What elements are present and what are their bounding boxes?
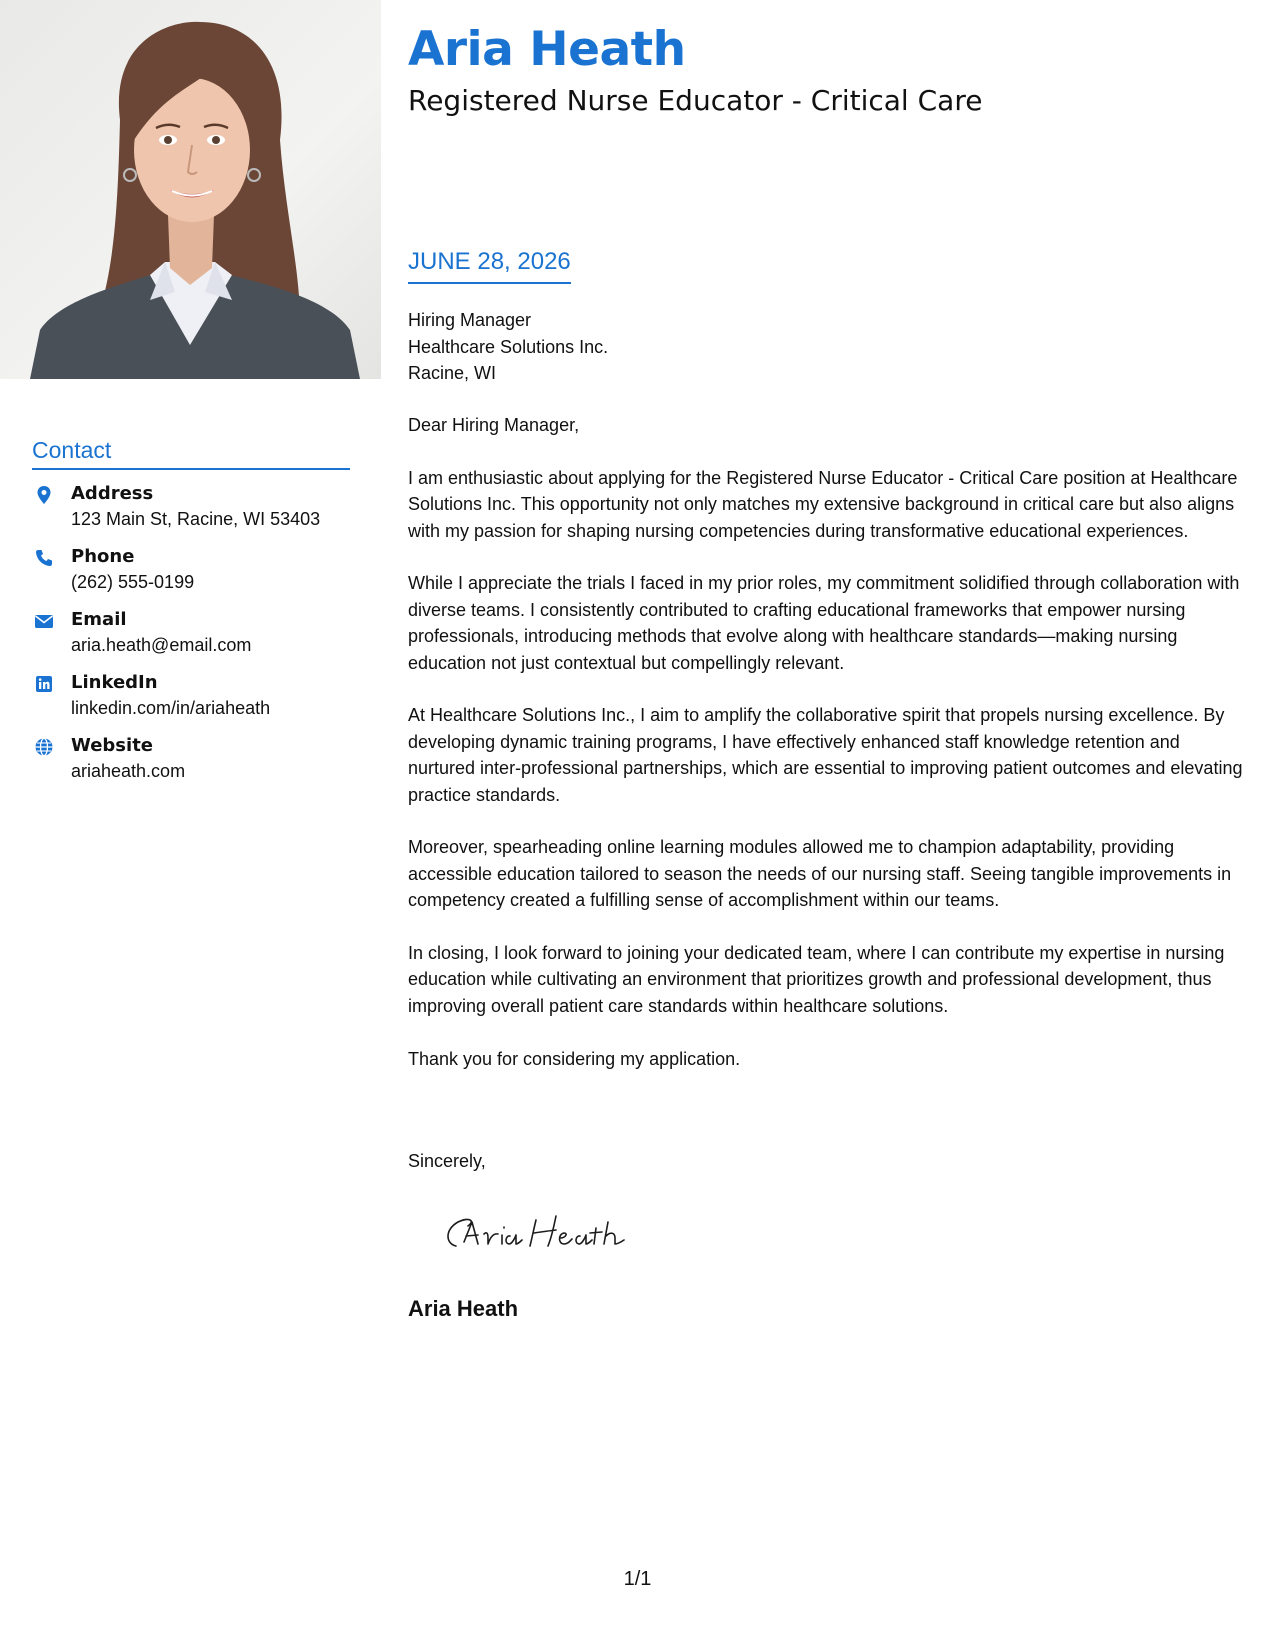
contact-value[interactable]: ariaheath.com bbox=[71, 761, 186, 781]
profile-photo bbox=[0, 0, 381, 379]
signer-name: Aria Heath bbox=[408, 1296, 519, 1321]
envelope-icon bbox=[34, 611, 54, 631]
contact-label: Address bbox=[71, 483, 154, 504]
contact-item-email bbox=[32, 608, 362, 671]
letter-paragraph: At Healthcare Solutions Inc., I aim to amplify the collaborative spirit that propels nursing excellence. By developing dynamic training programs, I have effectively enhanced staff knowledge retention and nurtured inter-professional partnerships, which are essential to improving patient outcomes and elevating practice standards. bbox=[408, 705, 1243, 805]
salutation: Dear Hiring Manager, bbox=[408, 415, 580, 435]
letter-paragraph: I am enthusiastic about applying for the Registered Nurse Educator - Critical Care position at Healthcare Solutions Inc. This opportunity not only matches my extensive background in critical care but also aligns with my passion for shaping nursing competencies during transformative educational experiences. bbox=[408, 467, 1238, 541]
contact-value: (262) 555-0199 bbox=[71, 572, 195, 592]
closing: Sincerely, bbox=[408, 1151, 486, 1171]
letter-paragraph: In closing, I look forward to joining your dedicated team, where I can contribute my expertise in nursing education while cultivating an environment that prioritizes growth and professional development, thus improving overall patient care standards within healthcare solutions. bbox=[408, 943, 1225, 1016]
phone-icon bbox=[34, 548, 54, 568]
contact-label: LinkedIn bbox=[71, 672, 158, 693]
linkedin-icon bbox=[34, 674, 54, 694]
letter-body bbox=[408, 412, 1250, 1098]
contact-item-phone bbox=[32, 545, 362, 608]
portrait-image bbox=[0, 0, 381, 379]
handwritten-signature bbox=[438, 1208, 648, 1258]
contact-label: Website bbox=[71, 735, 154, 756]
contact-value: 123 Main St, Racine, WI 53403 bbox=[71, 509, 321, 529]
job-title: Registered Nurse Educator - Critical Care bbox=[408, 84, 983, 117]
contact-item-linkedin bbox=[32, 671, 362, 734]
letter-paragraph: While I appreciate the trials I faced in my prior roles, my commitment solidified through collaboration with diverse teams. I consistently contributed to crafting educational frameworks that empower nursing professionals, introducing methods that evolve along with healthcare standards—making nursing education not just contextual but compellingly relevant. bbox=[408, 573, 1240, 673]
letter-date: JUNE 28, 2026 bbox=[408, 248, 571, 284]
contact-label: Phone bbox=[71, 546, 135, 567]
recipient-block bbox=[408, 307, 608, 387]
recipient-line: Hiring Manager bbox=[408, 310, 532, 330]
contact-heading: Contact bbox=[32, 437, 350, 470]
page-number: 1/1 bbox=[623, 1568, 652, 1590]
recipient-line: Healthcare Solutions Inc. bbox=[408, 336, 609, 357]
recipient-line: Racine, WI bbox=[408, 363, 497, 383]
location-pin-icon bbox=[34, 485, 54, 505]
globe-icon bbox=[34, 737, 54, 757]
contact-item-website bbox=[32, 734, 362, 797]
contact-label: Email bbox=[71, 609, 127, 630]
letter-paragraph: Moreover, spearheading online learning modules allowed me to champion adaptability, providing accessible education tailored to season the needs of our nursing staff. Seeing tangible improvements in competency created a fulfilling sense of accomplishment within our teams. bbox=[408, 837, 1232, 911]
applicant-name-heading: Aria Heath bbox=[408, 22, 686, 77]
contact-value[interactable]: linkedin.com/in/ariaheath bbox=[71, 698, 271, 718]
contact-item-address bbox=[32, 482, 362, 545]
contact-list bbox=[32, 482, 362, 797]
letter-paragraph: Thank you for considering my application. bbox=[408, 1048, 741, 1069]
contact-value: aria.heath@email.com bbox=[71, 635, 252, 655]
